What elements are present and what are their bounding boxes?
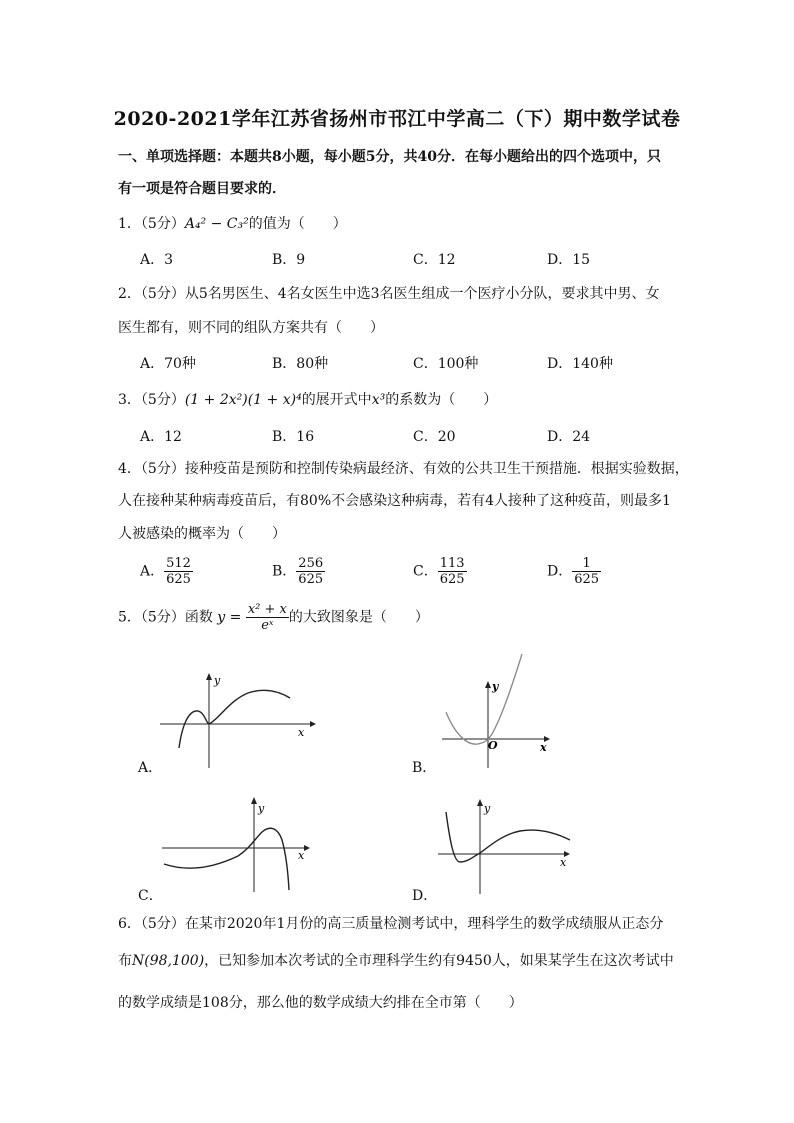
q4-option-a-fraction bbox=[164, 556, 193, 587]
question-1-expression: A₄² − C₃² bbox=[184, 216, 249, 232]
q5-graph-b-y-label: y bbox=[492, 680, 499, 693]
question-3-variable: x³ bbox=[371, 392, 386, 408]
q2-option-b[interactable]: B．80种 bbox=[272, 356, 329, 372]
q5-graph-d-y-arrow bbox=[477, 799, 483, 806]
q5-option-b[interactable]: B． bbox=[412, 760, 437, 776]
q4-option-a-label: A． bbox=[140, 563, 165, 580]
q5-graph-b-origin-label: O bbox=[488, 739, 498, 752]
question-6-line2-post: ，已知参加本次考试的全市理科学生约有9450人，如果某学生在这次考试中 bbox=[204, 953, 674, 969]
question-5-numerator: x² + x bbox=[247, 602, 287, 617]
question-4-line1: 4．（5分）接种疫苗是预防和控制传染病最经济、有效的公共卫生干预措施．根据实验数据， bbox=[118, 461, 689, 477]
q4-option-c-label: C． bbox=[413, 563, 438, 580]
question-5-suffix: 的大致图象是（ ） bbox=[288, 609, 429, 626]
q4-option-d-fraction bbox=[572, 556, 601, 587]
question-2-line1: 2．（5分）从5名男医生、4名女医生中选3名医生组成一个医疗小分队，要求其中男、女 bbox=[118, 286, 660, 302]
question-1-suffix: 的值为（ ） bbox=[248, 216, 347, 232]
page-title: 2020-2021学年江苏省扬州市邗江中学高二（下）期中数学试卷 bbox=[113, 108, 681, 130]
question-6-line2-pre: 布 bbox=[118, 953, 132, 969]
q5-graph-a-x-label: x bbox=[298, 726, 305, 739]
q5-graph-b bbox=[436, 650, 554, 770]
q5-graph-b-curve bbox=[446, 654, 522, 744]
q5-graph-a-y-label: y bbox=[214, 674, 221, 687]
q5-graph-d-x-label: x bbox=[560, 856, 567, 869]
q4-option-b[interactable] bbox=[272, 556, 325, 587]
q4-option-b-label: B． bbox=[272, 563, 297, 580]
q5-graph-c-x-label: x bbox=[298, 849, 305, 862]
q4-option-c-numerator: 113 bbox=[439, 556, 465, 571]
q4-option-b-numerator: 256 bbox=[298, 556, 324, 571]
question-5 bbox=[118, 602, 429, 633]
question-6-line1: 6．（5分）在某市2020年1月份的高三质量检测考试中，理科学生的数学成绩服从正态分 bbox=[118, 916, 664, 932]
question-5-prefix: 5．（5分）函数 bbox=[118, 609, 213, 626]
q5-graph-c-y-label: y bbox=[258, 802, 265, 815]
question-3-prefix: 3．（5分） bbox=[118, 392, 185, 408]
q5-graph-a-y-arrow bbox=[206, 673, 212, 680]
q2-option-c[interactable]: C．100种 bbox=[413, 356, 479, 372]
q5-graph-c bbox=[158, 792, 310, 894]
q4-option-d-denominator: 625 bbox=[574, 572, 600, 587]
q5-graph-a bbox=[158, 668, 318, 770]
q5-graph-a-x-arrow bbox=[310, 721, 316, 727]
question-6-line3: 的数学成绩是108分，那么他的数学成绩大约排在全市第（ ） bbox=[118, 995, 523, 1011]
q4-option-a-numerator: 512 bbox=[166, 556, 191, 571]
question-3-expression: (1 + 2x²)(1 + x)⁴ bbox=[184, 392, 302, 408]
q4-option-a[interactable] bbox=[140, 556, 193, 587]
q4-option-a-denominator: 625 bbox=[166, 572, 191, 587]
q1-option-d[interactable]: D．15 bbox=[547, 252, 591, 268]
section-heading-line1: 一、单项选择题：本题共8小题，每小题5分，共40分．在每小题给出的四个选项中，只 bbox=[118, 149, 661, 165]
question-3-suffix: 的系数为（ ） bbox=[385, 392, 498, 408]
q5-option-c[interactable]: C． bbox=[138, 888, 163, 904]
q4-option-b-fraction bbox=[296, 556, 325, 587]
q3-option-c[interactable]: C．20 bbox=[413, 429, 456, 445]
q5-graph-a-curve bbox=[179, 690, 290, 748]
q5-graph-d bbox=[436, 794, 576, 896]
q3-option-a[interactable]: A．12 bbox=[140, 429, 182, 445]
q2-option-d[interactable]: D．140种 bbox=[547, 356, 613, 372]
question-5-lhs: y = bbox=[217, 609, 242, 626]
q2-option-a[interactable]: A．70种 bbox=[140, 356, 196, 372]
question-5-denominator: eˣ bbox=[261, 618, 274, 633]
q1-option-c[interactable]: C．12 bbox=[413, 252, 456, 268]
q4-option-b-denominator: 625 bbox=[298, 572, 324, 587]
question-6-line2 bbox=[118, 950, 674, 970]
section-heading-line2: 有一项是符合题目要求的． bbox=[118, 181, 286, 197]
question-6-distribution: N(98,100) bbox=[132, 953, 205, 969]
q4-option-d-numerator: 1 bbox=[572, 556, 601, 572]
q3-option-b[interactable]: B．16 bbox=[272, 429, 315, 445]
q5-graph-d-y-label: y bbox=[484, 802, 491, 815]
q5-graph-b-y-arrow bbox=[485, 681, 491, 688]
q4-option-c[interactable] bbox=[413, 556, 467, 587]
question-5-fraction bbox=[246, 602, 289, 633]
q4-option-c-fraction bbox=[438, 556, 467, 587]
question-3-mid: 的展开式中 bbox=[301, 392, 372, 408]
question-4-line2: 人在接种某种病毒疫苗后，有80%不会感染这种病毒，若有4人接种了这种疫苗，则最多1 bbox=[118, 493, 671, 509]
q5-graph-c-x-arrow bbox=[304, 845, 310, 851]
question-4-line3: 人被感染的概率为（ ） bbox=[118, 526, 286, 542]
q5-option-d[interactable]: D． bbox=[412, 888, 438, 904]
question-3 bbox=[118, 389, 497, 409]
q3-option-d[interactable]: D．24 bbox=[547, 429, 591, 445]
q5-graph-c-y-arrow bbox=[251, 797, 257, 804]
question-1-prefix: 1．（5分） bbox=[118, 216, 185, 232]
q4-option-c-denominator: 625 bbox=[439, 572, 465, 587]
q5-graph-b-x-label: x bbox=[540, 741, 547, 754]
q4-option-d-label: D． bbox=[547, 563, 573, 580]
q4-option-d[interactable] bbox=[547, 556, 601, 587]
q1-option-b[interactable]: B．9 bbox=[272, 252, 306, 268]
q1-option-a[interactable]: A．3 bbox=[140, 252, 174, 268]
q5-option-a[interactable]: A． bbox=[138, 760, 163, 776]
question-2-line2: 医生都有，则不同的组队方案共有（ ） bbox=[118, 320, 384, 336]
q5-graph-c-curve bbox=[164, 828, 289, 890]
question-1 bbox=[118, 213, 347, 233]
